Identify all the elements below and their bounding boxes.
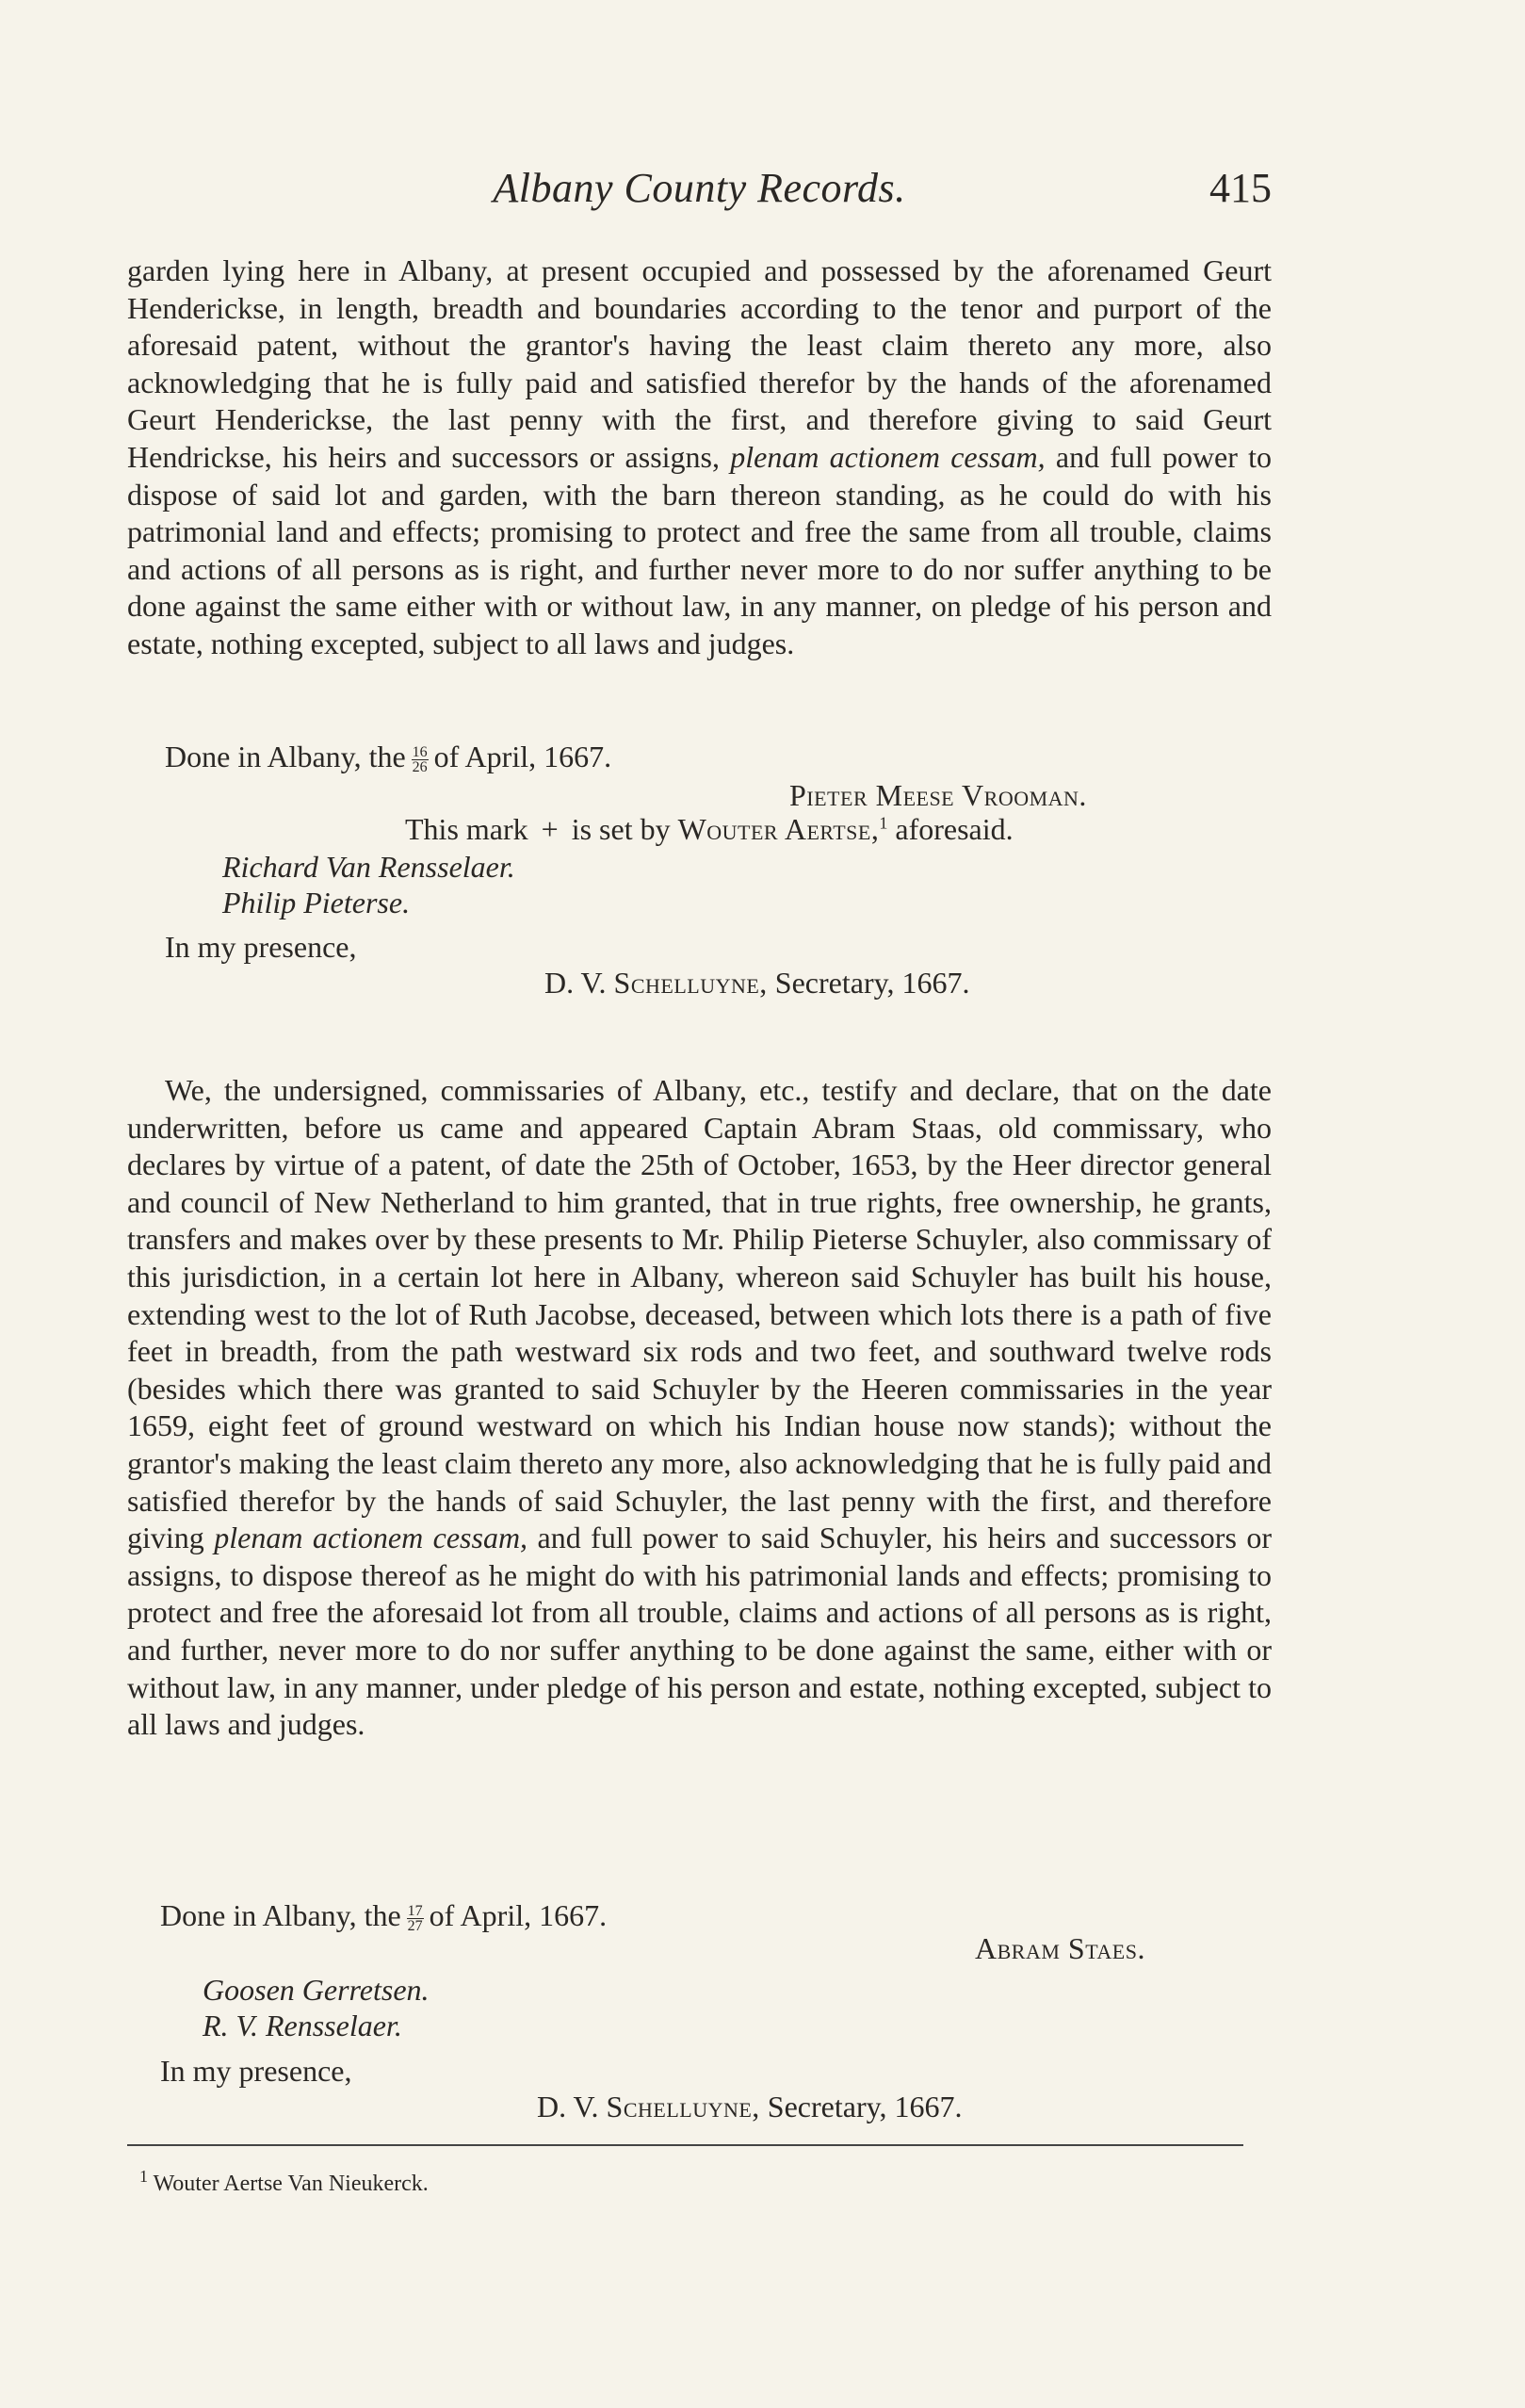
secretary-title: Secretary, 1667. <box>767 2090 963 2123</box>
deed2-witness-2: R. V. Rensselaer. <box>203 2009 402 2042</box>
footnote-text: Wouter Aertse Van Nieukerck. <box>153 2172 429 2196</box>
mark-prefix: This mark <box>405 812 528 846</box>
dated-prefix: Done in Albany, the <box>160 1898 401 1932</box>
deed2-dated-line <box>160 1898 607 1933</box>
secretary-name: Schelluyne, <box>613 966 768 1000</box>
running-title: Albany County Records. <box>493 165 906 211</box>
date-fraction <box>412 745 429 774</box>
deed2-latin-phrase: plenam actionem cessam, <box>214 1521 528 1555</box>
cross-mark-icon: + <box>541 812 559 846</box>
secretary-name: Schelluyne, <box>606 2090 760 2123</box>
footnote-ref: 1 <box>879 813 888 833</box>
deed1-latin-phrase: plenam actionem cessam, <box>730 439 1046 474</box>
deed2-witness-1: Goosen Gerretsen. <box>203 1973 430 2007</box>
deed1-paragraph <box>127 252 1272 663</box>
mark-middle: is set by <box>571 812 671 846</box>
secretary-title: Secretary, 1667. <box>774 966 970 1000</box>
dated-suffix: of April, 1667. <box>433 740 612 773</box>
date-denominator: 26 <box>412 759 428 776</box>
mark-name: Wouter Aertse, <box>677 812 880 846</box>
deed1-secretary <box>544 966 970 1001</box>
deed1-text: garden lying here in Albany, at present occupied and possessed by the aforenamed Geurt Henderickse, in length, breadth and boundaries according to the tenor and purport of the aforesaid patent, without the grantor's having the least claim thereto any more, also acknowledging that he is fully paid and satisfied therefor by the hands of the aforenamed Geurt Henderickse, the last penny with the first, and therefore giving to said Geurt Hendrickse, his heirs and successors or assigns, <box>127 253 1272 474</box>
date-denominator: 27 <box>407 1918 423 1935</box>
deed1-witness-2: Philip Pieterse. <box>222 886 411 919</box>
deed1-mark-line <box>405 812 1014 847</box>
footnote <box>139 2167 429 2197</box>
deed1-presence: In my presence, <box>165 930 357 964</box>
deed2-secretary <box>537 2090 963 2124</box>
deed2-signer: Abram Staes. <box>975 1931 1145 1965</box>
footnote-marker: 1 <box>139 2167 148 2186</box>
page-number: 415 <box>1209 165 1272 211</box>
deed2-text: We, the undersigned, commissaries of Albany, etc., testify and declare, that on the date underwritten, before us came and appeared Captain Abram Staas, old commissary, who declares by virtue of a patent, of date the 25th of October, 1653, by the Heer director general and council of New Netherland to him granted, that in true rights, free ownership, he grants, transfers and makes over by these presents to Mr. Philip Pieterse Schuyler, also commissary of this jurisdiction, in a certain lot here in Albany, whereon said Schuyler has built his house, extending west to the lot of Ruth Jacobse, deceased, between which lots there is a path of five feet in breadth, from the path westward six rods and two feet, and southward twelve rods (besides which there was granted to said Schuyler by the Heeren commissaries in the year 1659, eight feet of ground westward on which his Indian house now stands); without the grantor's making the least claim thereto any more, also acknowledging that he is fully paid and satisfied therefor by the hands of said Schuyler, the last penny with the first, and therefore giving <box>127 1073 1272 1555</box>
dated-prefix: Done in Albany, the <box>165 740 406 773</box>
footnote-divider <box>127 2144 1243 2146</box>
page-header <box>127 164 1272 220</box>
secretary-initials: D. V. <box>544 966 607 1000</box>
deed2-text-end: and full power to said Schuyler, his heirs and successors or assigns, to dispose thereof as he might do with his patrimonial lands and effects; promising to protect and free the aforesaid lot from all trouble, claims and actions of all persons as is right, and further, never more to do nor suffer anything to be done against the same, either with or without law, in any manner, under pledge of his person and estate, nothing excepted, subject to all laws and judges. <box>127 1521 1273 1742</box>
dated-suffix: of April, 1667. <box>429 1898 608 1932</box>
date-numerator: 17 <box>407 1903 423 1920</box>
mark-suffix: aforesaid. <box>895 812 1014 846</box>
deed2-presence: In my presence, <box>160 2054 352 2088</box>
deed1-dated-line <box>165 740 611 774</box>
secretary-initials: D. V. <box>537 2090 599 2123</box>
deed1-text-end: and full power to dispose of said lot and garden, with the barn thereon standing, as he could do with his patrimonial land and effects; promising to protect and free the same from all trouble, claims and actions of all persons as is right, and further never more to do nor suffer anything to be done against the same either with or without law, in any manner, on pledge of his person and estate, nothing excepted, subject to all laws and judges. <box>127 439 1273 660</box>
deed2-paragraph <box>127 1072 1272 1744</box>
date-fraction <box>407 1904 424 1933</box>
date-numerator: 16 <box>412 744 428 761</box>
deed1-signer: Pieter Meese Vrooman. <box>789 778 1087 812</box>
deed1-witness-1: Richard Van Rensselaer. <box>222 850 515 884</box>
